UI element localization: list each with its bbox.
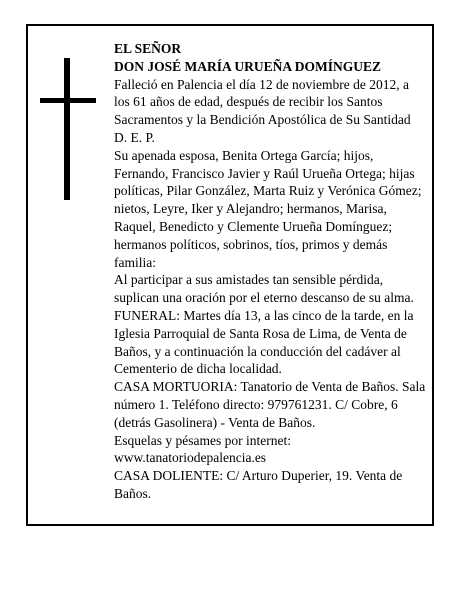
death-announcement: Falleció en Palencia el día 12 de noviembre de 2012, a los 61 años de edad, después de recibir los Santos Sacramentos y la Bendición Apostólica de Su Santidad D. E. P.	[114, 76, 411, 145]
funeral-info: FUNERAL: Martes día 13, a las cinco de la tarde, en la Iglesia Parroquial de Santa Rosa de Lima, de Venta de Baños, y a continuación la conducción del cadáver al Cementerio de dicha localidad.	[114, 307, 414, 377]
online-condolences: Esquelas y pésames por internet: www.tanatoriodepalencia.es	[114, 432, 291, 466]
cross-icon	[40, 58, 96, 200]
obituary-notice	[26, 24, 434, 526]
family-list: Su apenada esposa, Benita Ortega García; hijos, Fernando, Francisco Javier y Raúl Urueña Ortega; hijas políticas, Pilar González, Marta Ruiz y Verónica Gómez; nietos, Leyre, Iker y Alejandro; hermanos, Marisa, Raquel, Benedicto y Clemente Urueña Domínguez; hermanos políticos, sobrinos, tíos, primos y demás familia:	[114, 147, 422, 270]
notice-heading-title: EL SEÑOR	[114, 41, 182, 56]
prayer-request: Al participar a sus amistades tan sensible pérdida, suplican una oración por el eterno descanso de su alma.	[114, 272, 414, 306]
notice-heading-name: DON JOSÉ MARÍA URUEÑA DOMÍNGUEZ	[114, 58, 382, 74]
cross-vertical-bar	[64, 58, 70, 200]
notice-text	[114, 40, 426, 503]
family-home-address: CASA DOLIENTE: C/ Arturo Duperier, 19. Venta de Baños.	[114, 468, 403, 501]
cross-horizontal-bar	[40, 98, 96, 103]
funeral-home-info: CASA MORTUORIA: Tanatorio de Venta de Baños. Sala número 1. Teléfono directo: 979761231. C/ Cobre, 6 (detrás Gasolinera) - Venta de Baños.	[114, 379, 426, 430]
